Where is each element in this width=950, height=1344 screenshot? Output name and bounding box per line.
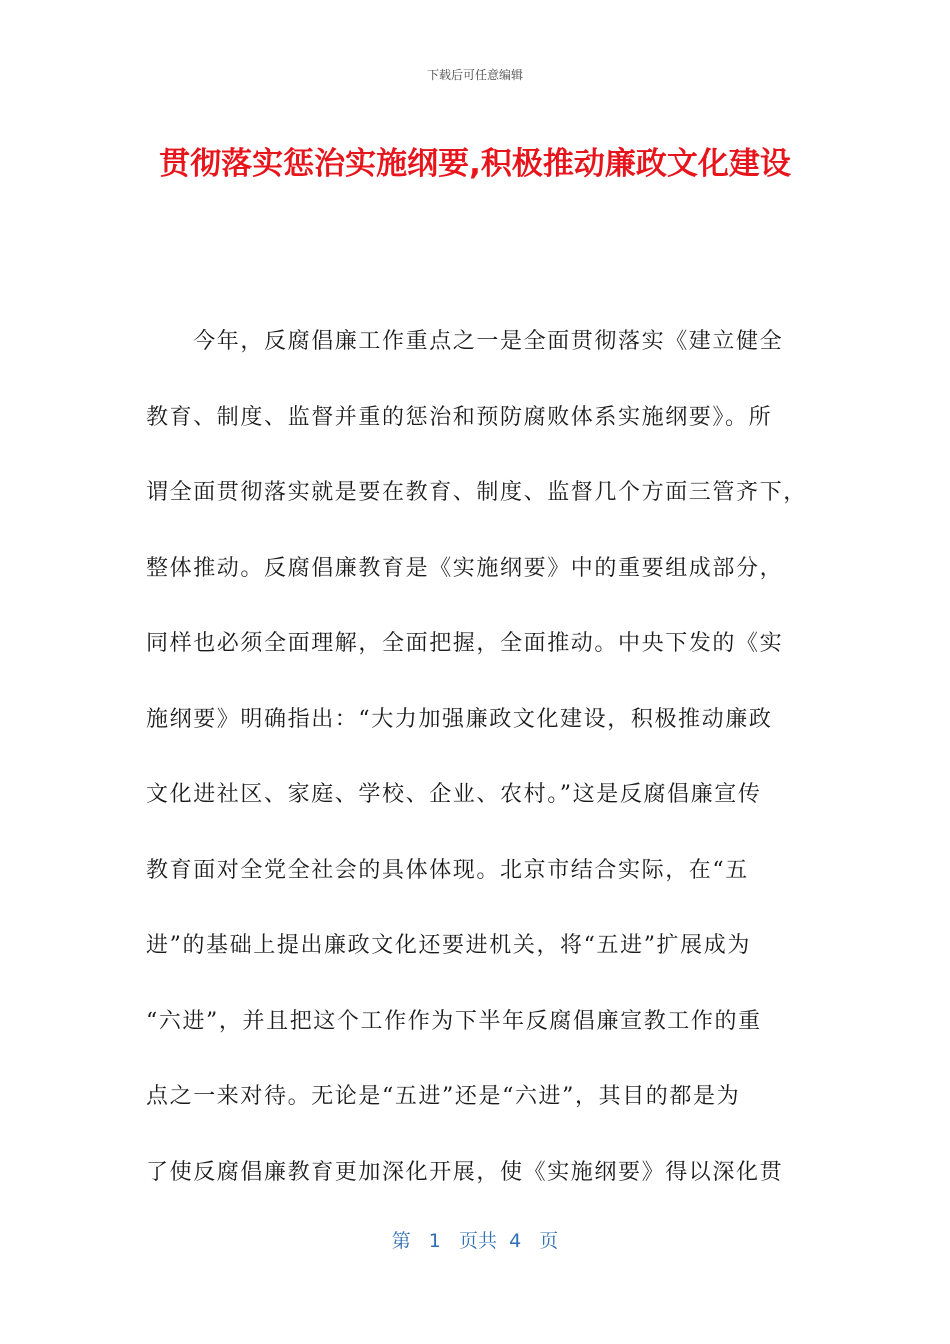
- body-line: 今年，反腐倡廉工作重点之一是全面贯彻落实《建立健全: [146, 329, 784, 354]
- body-line: 了使反腐倡廉教育更加深化开展，使《实施纲要》得以深化贯: [146, 1159, 784, 1185]
- body-line: 文化进社区、家庭、学校、企业、农村。”这是反腐倡廉宣传: [146, 782, 762, 807]
- header-note: 下载后可任意编辑: [426, 68, 523, 82]
- body-line: 教育、制度、监督并重的惩治和预防腐败体系实施纲要》。所: [146, 404, 773, 430]
- body-line: 整体推动。反腐倡廉教育是《实施纲要》中的重要组成部分，: [146, 555, 784, 581]
- document-title: 贯彻落实惩治实施纲要,积极推动廉政文化建设: [159, 146, 791, 182]
- body-line: 谓全面贯彻落实就是要在教育、制度、监督几个方面三管齐下，: [146, 480, 807, 505]
- body-line: “六进”，并且把这个工作作为下半年反腐倡廉宣教工作的重: [146, 1008, 762, 1034]
- body-line: 教育面对全党全社会的具体体现。北京市结合实际，在“五: [146, 857, 749, 883]
- page-number-footer: 第 1 页共 4 页: [391, 1230, 559, 1252]
- body-line: 进”的基础上提出廉政文化还要进机关，将“五进”扩展成为: [146, 933, 751, 958]
- body-line: 同样也必须全面理解，全面把握，全面推动。中央下发的《实: [146, 631, 784, 656]
- body-line: 点之一来对待。无论是“五进”还是“六进”，其目的都是为: [146, 1084, 741, 1109]
- body-line: 施纲要》明确指出：“大力加强廉政文化建设，积极推动廉政: [146, 706, 773, 732]
- document-body: [146, 318, 807, 1224]
